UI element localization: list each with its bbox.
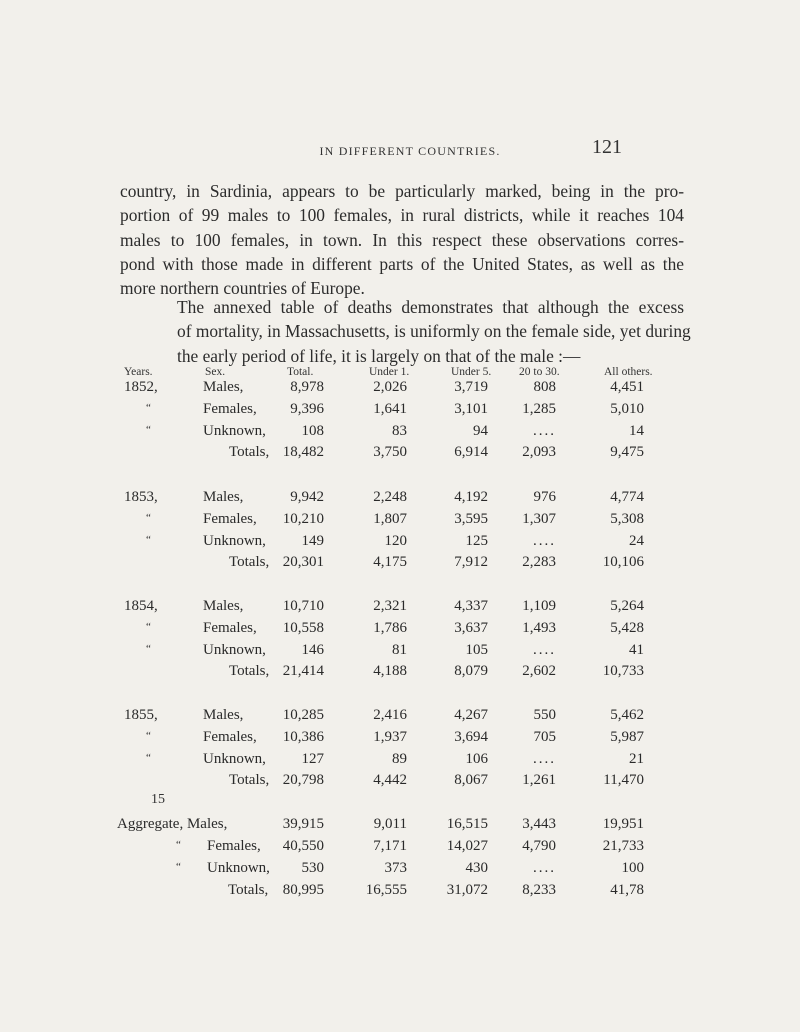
cell-all-others: 21,733: [602, 838, 644, 854]
cell-under-5: 31,072: [446, 882, 488, 898]
cell-total: 39,915: [282, 816, 324, 832]
cell-total: 18,482: [282, 444, 324, 460]
cell-total: 9,396: [290, 401, 324, 417]
cell-under-1: 1,807: [373, 511, 407, 527]
cell-total: 530: [301, 860, 324, 876]
ditto-mark: “: [146, 512, 151, 524]
paragraph-line: The annexed table of deaths demonstrates that although the excess: [177, 297, 684, 317]
cell-under-1: 1,937: [373, 729, 407, 745]
cell-sex: Females,: [203, 401, 257, 417]
cell-under-1: 89: [392, 751, 407, 767]
cell-total: 10,210: [282, 511, 324, 527]
cell-under-5: 3,637: [454, 620, 488, 636]
cell-under-5: 3,694: [454, 729, 488, 745]
cell-20-to-30: ....: [533, 751, 556, 767]
cell-under-1: 9,011: [373, 816, 407, 832]
header-20-to-30: 20 to 30.: [519, 366, 560, 378]
cell-under-5: 125: [465, 533, 488, 549]
ditto-mark: “: [146, 534, 151, 546]
cell-total: 21,414: [282, 663, 324, 679]
paragraph-line: males to 100 females, in town. In this respect these observations corres-: [120, 229, 684, 250]
cell-under-1: 1,641: [373, 401, 407, 417]
cell-20-to-30: 2,093: [522, 444, 556, 460]
cell-total: 20,798: [282, 772, 324, 788]
cell-under-1: 2,416: [373, 707, 407, 723]
cell-sex: Totals,: [229, 444, 270, 460]
cell-under-1: 7,171: [373, 838, 407, 854]
header-total: Total.: [287, 366, 314, 378]
cell-sex: Totals,: [228, 882, 269, 898]
page-number: 121: [592, 136, 622, 158]
cell-20-to-30: 4,790: [522, 838, 556, 854]
ditto-mark: “: [146, 424, 151, 436]
cell-year: 1852,: [124, 379, 158, 395]
cell-20-to-30: ....: [533, 533, 556, 549]
cell-under-5: 3,595: [454, 511, 488, 527]
cell-total: 8,978: [290, 379, 324, 395]
cell-all-others: 4,774: [610, 489, 644, 505]
cell-20-to-30: 808: [533, 379, 556, 395]
cell-sex: Unknown,: [203, 642, 266, 658]
paragraph-line: more northern countries of Europe.: [120, 278, 365, 299]
cell-20-to-30: 8,233: [522, 882, 556, 898]
cell-sex: Males,: [203, 379, 244, 395]
cell-under-5: 3,719: [454, 379, 488, 395]
cell-sex: Females,: [203, 729, 257, 745]
cell-total: 10,710: [282, 598, 324, 614]
cell-all-others: 9,475: [610, 444, 644, 460]
cell-under-1: 120: [384, 533, 407, 549]
ditto-mark: “: [146, 643, 151, 655]
cell-all-others: 4,451: [610, 379, 644, 395]
ditto-mark: “: [146, 621, 151, 633]
cell-all-others: 24: [629, 533, 644, 549]
cell-sex: Unknown,: [207, 860, 270, 876]
cell-sex: Unknown,: [203, 423, 266, 439]
cell-total: 40,550: [282, 838, 324, 854]
cell-20-to-30: ....: [533, 423, 556, 439]
cell-total: 9,942: [290, 489, 324, 505]
cell-sex: Totals,: [229, 554, 270, 570]
cell-20-to-30: 1,285: [522, 401, 556, 417]
cell-under-5: 8,067: [454, 772, 488, 788]
cell-under-5: 105: [465, 642, 488, 658]
cell-20-to-30: 705: [533, 729, 556, 745]
cell-under-5: 4,337: [454, 598, 488, 614]
cell-under-5: 16,515: [446, 816, 488, 832]
cell-under-5: 4,192: [454, 489, 488, 505]
cell-sex: Males,: [203, 598, 244, 614]
cell-20-to-30: 3,443: [522, 816, 556, 832]
cell-total: 108: [301, 423, 324, 439]
cell-under-5: 3,101: [454, 401, 488, 417]
cell-under-1: 373: [384, 860, 407, 876]
signature-mark: 15: [151, 792, 165, 807]
cell-all-others: 19,951: [602, 816, 644, 832]
cell-under-1: 16,555: [365, 882, 407, 898]
cell-year: 1855,: [124, 707, 158, 723]
cell-under-1: 81: [392, 642, 407, 658]
cell-year: 1854,: [124, 598, 158, 614]
cell-under-5: 7,912: [454, 554, 488, 570]
cell-sex: Males,: [203, 707, 244, 723]
cell-total: 149: [301, 533, 324, 549]
paragraph-line: country, in Sardinia, appears to be particularly marked, being in the pro-: [120, 181, 684, 201]
cell-20-to-30: 976: [533, 489, 556, 505]
cell-under-5: 6,914: [454, 444, 488, 460]
cell-year: Aggregate, Males,: [117, 816, 228, 832]
ditto-mark: “: [146, 402, 151, 414]
header-years: Years.: [124, 366, 153, 378]
ditto-mark: “: [176, 839, 181, 851]
ditto-mark: “: [146, 752, 151, 764]
cell-20-to-30: ....: [533, 642, 556, 658]
header-all-others: All others.: [604, 366, 653, 378]
cell-under-1: 1,786: [373, 620, 407, 636]
paragraph-line: the early period of life, it is largely on that of the male :—: [177, 345, 581, 366]
cell-total: 10,558: [282, 620, 324, 636]
cell-sex: Females,: [207, 838, 261, 854]
paragraph-line: pond with those made in different parts of the United States, as well as the: [120, 253, 684, 274]
cell-under-1: 83: [392, 423, 407, 439]
cell-all-others: 41,78: [610, 882, 644, 898]
cell-total: 10,285: [282, 707, 324, 723]
cell-sex: Females,: [203, 511, 257, 527]
cell-total: 146: [301, 642, 324, 658]
cell-under-5: 106: [465, 751, 488, 767]
cell-under-5: 4,267: [454, 707, 488, 723]
cell-all-others: 11,470: [603, 772, 644, 788]
paragraph-line: portion of 99 males to 100 females, in rural districts, while it reaches 104: [120, 205, 684, 226]
cell-all-others: 21: [629, 751, 644, 767]
cell-all-others: 5,462: [610, 707, 644, 723]
cell-all-others: 5,987: [610, 729, 644, 745]
ditto-mark: “: [176, 861, 181, 873]
cell-total: 10,386: [282, 729, 324, 745]
cell-all-others: 10,106: [602, 554, 644, 570]
header-under-5: Under 5.: [451, 366, 492, 378]
cell-all-others: 41: [629, 642, 644, 658]
cell-all-others: 14: [629, 423, 644, 439]
cell-year: 1853,: [124, 489, 158, 505]
cell-under-5: 14,027: [446, 838, 488, 854]
cell-sex: Unknown,: [203, 751, 266, 767]
cell-all-others: 5,010: [610, 401, 644, 417]
cell-all-others: 100: [621, 860, 644, 876]
cell-total: 80,995: [282, 882, 324, 898]
cell-all-others: 5,264: [610, 598, 644, 614]
cell-20-to-30: 2,602: [522, 663, 556, 679]
ditto-mark: “: [146, 730, 151, 742]
running-head-title: IN DIFFERENT COUNTRIES.: [319, 144, 501, 158]
cell-all-others: 5,428: [610, 620, 644, 636]
cell-20-to-30: 550: [533, 707, 556, 723]
cell-sex: Unknown,: [203, 533, 266, 549]
header-sex: Sex.: [205, 366, 226, 378]
cell-20-to-30: 1,307: [522, 511, 556, 527]
cell-sex: Females,: [203, 620, 257, 636]
header-under-1: Under 1.: [369, 366, 410, 378]
cell-under-1: 4,175: [373, 554, 407, 570]
cell-total: 127: [301, 751, 324, 767]
cell-under-1: 4,442: [373, 772, 407, 788]
cell-all-others: 5,308: [610, 511, 644, 527]
cell-20-to-30: 1,493: [522, 620, 556, 636]
cell-20-to-30: 2,283: [522, 554, 556, 570]
cell-under-5: 94: [473, 423, 488, 439]
cell-under-5: 8,079: [454, 663, 488, 679]
cell-sex: Males,: [203, 489, 244, 505]
cell-under-5: 430: [465, 860, 488, 876]
cell-sex: Totals,: [229, 663, 270, 679]
cell-20-to-30: 1,261: [522, 772, 556, 788]
cell-under-1: 3,750: [373, 444, 407, 460]
cell-under-1: 2,248: [373, 489, 407, 505]
cell-under-1: 2,321: [373, 598, 407, 614]
cell-under-1: 2,026: [373, 379, 407, 395]
cell-total: 20,301: [282, 554, 324, 570]
cell-all-others: 10,733: [602, 663, 644, 679]
cell-20-to-30: 1,109: [522, 598, 556, 614]
cell-20-to-30: ....: [533, 860, 556, 876]
paragraph-line: of mortality, in Massachusetts, is uniformly on the female side, yet during: [177, 321, 691, 342]
cell-under-1: 4,188: [373, 663, 407, 679]
cell-sex: Totals,: [229, 772, 270, 788]
